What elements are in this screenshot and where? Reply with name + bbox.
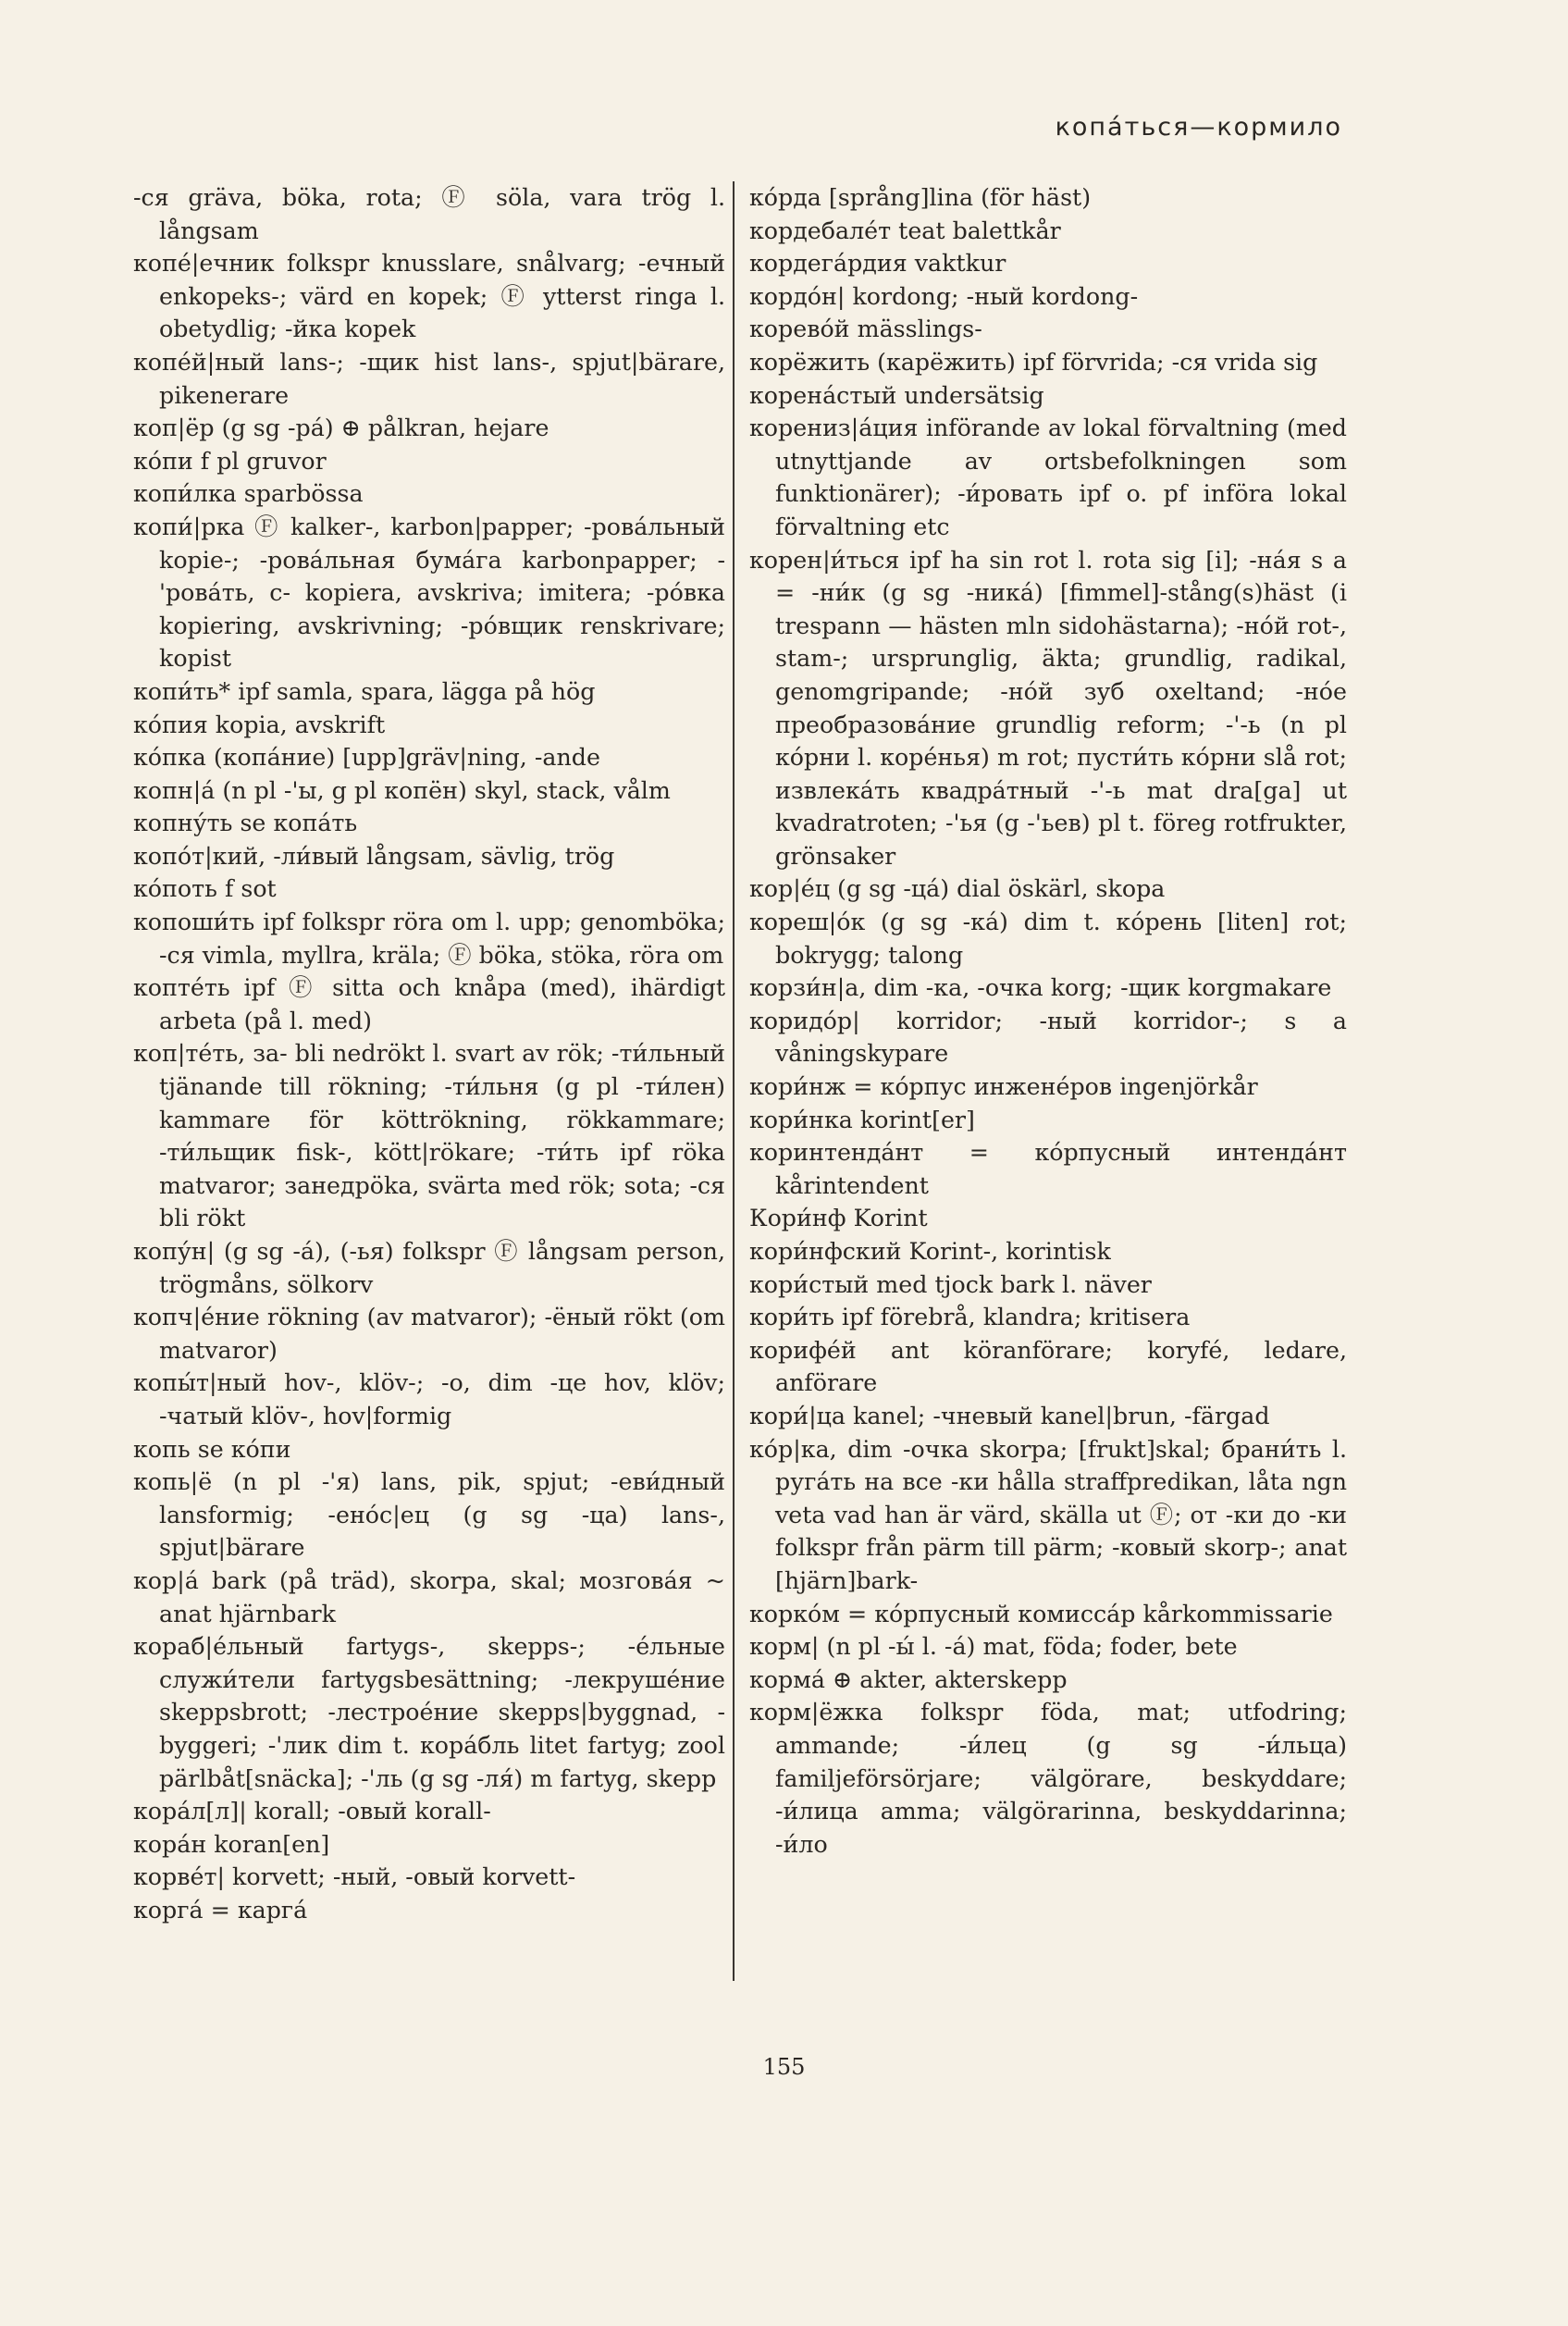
dictionary-entry: кордебале́т teat balettkår — [749, 217, 1061, 244]
dictionary-entry: корифе́й ant köranförare; koryfé, ledare, anförare — [749, 1336, 1347, 1397]
dictionary-entry: корзи́н|а, dim -ка, -очка korg; -щик korgmakare — [749, 974, 1332, 1002]
right-column — [749, 181, 1347, 1861]
dictionary-entry: корёжить (карёжить) ipf förvrida; -ся vrida sig — [749, 348, 1318, 376]
dictionary-entry: корве́т| korvett; -ный, -овый korvett- — [133, 1863, 576, 1891]
dictionary-entry: ко́пи f pl gruvor — [133, 447, 327, 475]
dictionary-entry: корениз|а́ция införande av lokal förvaltning (med utnyttjande av ortsbefolkningen som funktionärer); -и́ровать ipf o. pf införa lokal förvaltning etc — [749, 414, 1347, 540]
dictionary-entry: корево́й mässlings- — [749, 315, 982, 343]
dictionary-entry: корга́ = карга́ — [133, 1896, 308, 1924]
dictionary-entry: кораб|е́льный fartygs-, skepps-; -е́льные служи́тели fartygsbesättning; -лекруше́ние skeppsbrott; -лестрое́ние skepps|byggnad, -byggeri; -'лик dim t. кора́бль litet fartyg; zool pärlbåt[snäcka]; -'ль (g sg -ля́) m fartyg, skepp — [133, 1633, 725, 1792]
dictionary-entry: кори́нка korint[er] — [749, 1106, 975, 1133]
dictionary-entry: кори́ть ipf förebrå, klandra; kritisera — [749, 1304, 1191, 1331]
dictionary-entry: копи́ть* ipf samla, spara, lägga på hög — [133, 677, 596, 705]
dictionary-entry: кори́нфский Korint-, korintisk — [749, 1238, 1111, 1265]
dictionary-entry: корена́стый undersätsig — [749, 381, 1044, 409]
dictionary-entry: копь se ко́пи — [133, 1435, 291, 1463]
dictionary-entry: ко́р|ка, dim -очка skorpa; [frukt]skal; брани́ть l. руга́ть на все -ки hålla straffpredikan, låta ngn veta vad han är värd, skälla ut Ⓕ; от -ки до -ки folkspr från pärm till pärm; -ковый skorp-; anat [hjärn]bark- — [749, 1435, 1347, 1594]
dictionary-entry: кора́л[л]| korall; -овый korall- — [133, 1798, 491, 1825]
dictionary-entry: -ся gräva, böka, rota; Ⓕ söla, vara trög l. långsam — [133, 184, 725, 244]
dictionary-entry: копо́т|кий, -ли́вый långsam, sävlig, trög — [133, 842, 615, 870]
dictionary-entry: коп|ёр (g sg -pá) ⊕ pålkran, hejare — [133, 414, 549, 442]
dictionary-entry: копе́|ечник folkspr knusslare, snålvarg; -ечный enkopeks-; värd en kopek; Ⓕ ytterst ringa l. obetydlig; -йка kopek — [133, 250, 725, 343]
dictionary-entry: коринтенда́нт = ко́рпусный интенда́нт kårintendent — [749, 1139, 1347, 1199]
dictionary-entry: кори́|ца kanel; -чневый kanel|brun, -färgad — [749, 1402, 1270, 1429]
dictionary-entry: коп|те́ть, за- bli nedrökt l. svart av rök; -ти́льный tjänande till rökning; -ти́льня (g pl -ти́лен) kammare för köttrökning, rökkammare; -ти́льщик fisk-, kött|rökare; -ти́ть ipf röka matvaror; занедрöka, svärta med rök; sota; -ся bli rökt — [133, 1040, 725, 1232]
column-divider — [733, 181, 735, 1981]
dictionary-entry: копе́й|ный lans-; -щик hist lans-, spjut|bärare, pikenerare — [133, 348, 725, 409]
dictionary-entry: корко́м = ко́рпусный комисса́р kårkommissarie — [749, 1600, 1333, 1627]
dictionary-entry: копч|е́ние rökning (av matvaror); -ёный rökt (om matvaror) — [133, 1304, 725, 1364]
page-number: 155 — [762, 2054, 806, 2080]
dictionary-entry: кореш|о́к (g sg -ка́) dim t. ко́рень [liten] rot; bokrygg; talong — [749, 909, 1347, 969]
dictionary-entry: кордега́рдия vaktkur — [749, 250, 1006, 278]
dictionary-entry: ко́поть f sot — [133, 875, 277, 903]
dictionary-entry: копну́ть se копа́ть — [133, 810, 358, 837]
dictionary-entry: копь|ё (n pl -'я) lans, pik, spjut; -еви́дный lansformig; -енóс|ец (g sg -ца) lans-, spjut|bärare — [133, 1468, 725, 1562]
dictionary-entry: корен|и́ться ipf ha sin rot l. rota sig [i]; -на́я s a = -ни́к (g sg -ника́) [fimmel]-stång(s)häst (i trespann — hästen mln sidohästarna); -но́й rot-, stam-; ursprunglig, äkta; grundlig, radikal, genomgripande; -но́й зуб oxeltand; -но́е преобразова́ние grundlig reform; -'-ь (n pl ко́рни l. коре́нья) m rot; пусти́ть ко́рни slå rot; извлека́ть квадра́тный -'-ь mat dra[ga] ut kvadratroten; -'ья (g -'ьев) pl t. föreg rotfrukter, grönsaker — [749, 546, 1347, 870]
dictionary-entry: кордо́н| kordong; -ный kordong- — [749, 282, 1139, 310]
dictionary-entry: копы́т|ный hov-, klöv-; -о, dim -це hov, klöv; -чатый klöv-, hov|formig — [133, 1369, 725, 1429]
dictionary-entry: корм|ёжка folkspr föda, mat; utfodring; ammande; -и́лец (g sg -и́льца) familjeförsörjare; välgörare, beskyddare; -и́лица amma; välgörarinna, beskyddarinna; -и́ло — [749, 1699, 1347, 1858]
dictionary-entry: Кори́нф Korint — [749, 1205, 928, 1232]
dictionary-entry: кор|á bark (på träd), skorpa, skal; мозгова́я ~ anat hjärnbark — [133, 1566, 725, 1627]
dictionary-entry: ко́пка (копа́ние) [upp]gräv|ning, -ande — [133, 744, 600, 772]
dictionary-entry: копи́|рка Ⓕ kalker-, karbon|papper; -рова́льный kopie-; -рова́льная бума́га karbonpapper; -'рова́ть, с- kopiera, avskriva; imitera; -ро́вка kopiering, avskrivning; -ро́вщик renskrivare; kopist — [133, 513, 725, 673]
dictionary-entry: корма́ ⊕ akter, akterskepp — [749, 1665, 1068, 1693]
dictionary-entry: копте́ть ipf Ⓕ sitta och knåpa (med), ihärdigt arbeta (på l. med) — [133, 974, 725, 1034]
dictionary-entry: кори́стый med tjock bark l. näver — [749, 1270, 1152, 1298]
dictionary-entry: копоши́ть ipf folkspr röra om l. upp; genomböka; -ся vimla, myllra, kräla; Ⓕ böka, stöka, röra om — [133, 909, 725, 969]
dictionary-entry: копн|а́ (n pl -'ы, g pl копён) skyl, stack, vålm — [133, 776, 671, 804]
dictionary-entry: ко́пия kopia, avskrift — [133, 711, 386, 738]
dictionary-entry: ко́рда [språng]lina (för häst) — [749, 184, 1092, 211]
dictionary-entry: копу́н| (g sg -á), (-ья) folkspr Ⓕ långsam person, trögmåns, sölkorv — [133, 1238, 725, 1298]
dictionary-entry: копи́лка sparbössa — [133, 480, 364, 508]
dictionary-entry: кор|е́ц (g sg -ца́) dial öskärl, skopa — [749, 875, 1166, 903]
page-running-head: копа́ться—кормило — [1055, 113, 1342, 142]
dictionary-entry: кора́н koran[en] — [133, 1830, 330, 1858]
dictionary-entry: корм| (n pl -ы́ l. -á) mat, föda; foder, bete — [749, 1633, 1238, 1661]
dictionary-entry: кори́нж = ко́рпус инжене́ров ingenjörkår — [749, 1073, 1258, 1101]
dictionary-entry: коридо́р| korridor; -ный korridor-; s a våningskypare — [749, 1007, 1347, 1068]
left-column — [133, 181, 725, 1926]
